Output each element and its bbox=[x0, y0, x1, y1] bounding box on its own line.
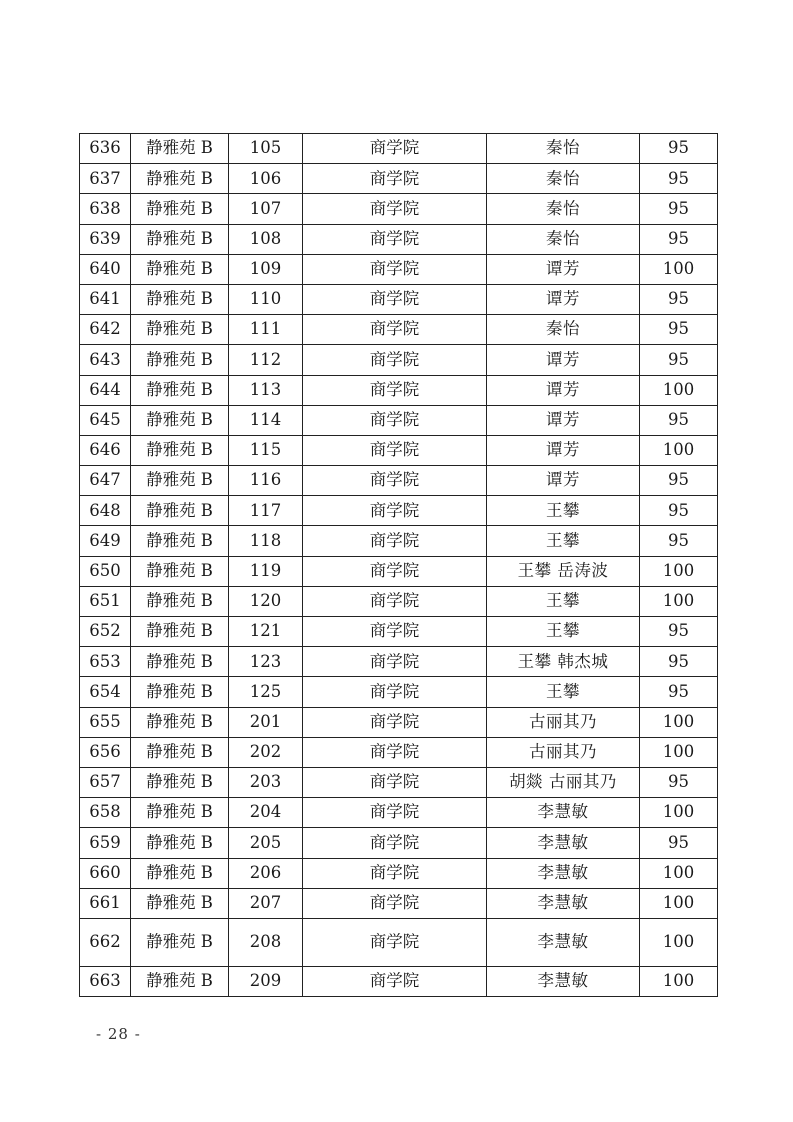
page-number: - 28 - bbox=[96, 1025, 141, 1043]
inspector-cell: 李慧敏 bbox=[487, 888, 640, 918]
room-number-cell: 119 bbox=[229, 556, 303, 586]
room-number-cell: 109 bbox=[229, 254, 303, 284]
room-number-cell: 205 bbox=[229, 828, 303, 858]
college-cell: 商学院 bbox=[303, 737, 487, 767]
score-cell: 95 bbox=[640, 466, 718, 496]
table-row bbox=[80, 888, 718, 918]
score-cell: 100 bbox=[640, 918, 718, 966]
building-cell: 静雅苑 B bbox=[131, 496, 229, 526]
table-row bbox=[80, 966, 718, 996]
room-number-cell: 108 bbox=[229, 224, 303, 254]
college-cell: 商学院 bbox=[303, 526, 487, 556]
table-row bbox=[80, 737, 718, 767]
score-cell: 95 bbox=[640, 828, 718, 858]
score-cell: 95 bbox=[640, 405, 718, 435]
row-number-cell: 661 bbox=[80, 888, 131, 918]
row-number-cell: 645 bbox=[80, 405, 131, 435]
building-cell: 静雅苑 B bbox=[131, 284, 229, 314]
building-cell: 静雅苑 B bbox=[131, 966, 229, 996]
score-cell: 100 bbox=[640, 586, 718, 616]
college-cell: 商学院 bbox=[303, 284, 487, 314]
building-cell: 静雅苑 B bbox=[131, 828, 229, 858]
score-cell: 100 bbox=[640, 888, 718, 918]
room-number-cell: 125 bbox=[229, 677, 303, 707]
row-number-cell: 663 bbox=[80, 966, 131, 996]
table-row bbox=[80, 526, 718, 556]
table-row bbox=[80, 134, 718, 164]
row-number-cell: 639 bbox=[80, 224, 131, 254]
building-cell: 静雅苑 B bbox=[131, 647, 229, 677]
building-cell: 静雅苑 B bbox=[131, 918, 229, 966]
score-cell: 95 bbox=[640, 345, 718, 375]
row-number-cell: 655 bbox=[80, 707, 131, 737]
row-number-cell: 643 bbox=[80, 345, 131, 375]
inspector-cell: 王攀 岳涛波 bbox=[487, 556, 640, 586]
score-cell: 95 bbox=[640, 767, 718, 797]
table-row bbox=[80, 707, 718, 737]
row-number-cell: 648 bbox=[80, 496, 131, 526]
row-number-cell: 658 bbox=[80, 798, 131, 828]
inspector-cell: 李慧敏 bbox=[487, 858, 640, 888]
score-cell: 100 bbox=[640, 556, 718, 586]
building-cell: 静雅苑 B bbox=[131, 254, 229, 284]
score-cell: 95 bbox=[640, 617, 718, 647]
building-cell: 静雅苑 B bbox=[131, 526, 229, 556]
inspector-cell: 王攀 bbox=[487, 496, 640, 526]
room-number-cell: 121 bbox=[229, 617, 303, 647]
inspector-cell: 王攀 韩杰城 bbox=[487, 647, 640, 677]
row-number-cell: 640 bbox=[80, 254, 131, 284]
row-number-cell: 653 bbox=[80, 647, 131, 677]
table-row bbox=[80, 496, 718, 526]
dormitory-score-table-container bbox=[79, 133, 717, 997]
score-cell: 95 bbox=[640, 284, 718, 314]
score-cell: 100 bbox=[640, 435, 718, 465]
row-number-cell: 638 bbox=[80, 194, 131, 224]
row-number-cell: 641 bbox=[80, 284, 131, 314]
table-row bbox=[80, 224, 718, 254]
inspector-cell: 王攀 bbox=[487, 586, 640, 616]
score-cell: 100 bbox=[640, 966, 718, 996]
score-cell: 95 bbox=[640, 647, 718, 677]
college-cell: 商学院 bbox=[303, 647, 487, 677]
score-cell: 95 bbox=[640, 194, 718, 224]
college-cell: 商学院 bbox=[303, 435, 487, 465]
room-number-cell: 107 bbox=[229, 194, 303, 224]
room-number-cell: 114 bbox=[229, 405, 303, 435]
inspector-cell: 古丽其乃 bbox=[487, 707, 640, 737]
table-row bbox=[80, 315, 718, 345]
row-number-cell: 652 bbox=[80, 617, 131, 647]
row-number-cell: 656 bbox=[80, 737, 131, 767]
building-cell: 静雅苑 B bbox=[131, 405, 229, 435]
college-cell: 商学院 bbox=[303, 888, 487, 918]
table-row bbox=[80, 254, 718, 284]
college-cell: 商学院 bbox=[303, 224, 487, 254]
score-cell: 95 bbox=[640, 134, 718, 164]
room-number-cell: 208 bbox=[229, 918, 303, 966]
score-cell: 95 bbox=[640, 224, 718, 254]
score-cell: 100 bbox=[640, 798, 718, 828]
dormitory-score-table bbox=[79, 133, 718, 997]
room-number-cell: 203 bbox=[229, 767, 303, 797]
building-cell: 静雅苑 B bbox=[131, 134, 229, 164]
score-cell: 100 bbox=[640, 707, 718, 737]
inspector-cell: 秦怡 bbox=[487, 315, 640, 345]
table-row bbox=[80, 828, 718, 858]
table-row bbox=[80, 586, 718, 616]
inspector-cell: 李慧敏 bbox=[487, 966, 640, 996]
inspector-cell: 谭芳 bbox=[487, 254, 640, 284]
building-cell: 静雅苑 B bbox=[131, 767, 229, 797]
room-number-cell: 116 bbox=[229, 466, 303, 496]
table-body bbox=[80, 134, 718, 997]
row-number-cell: 642 bbox=[80, 315, 131, 345]
inspector-cell: 秦怡 bbox=[487, 224, 640, 254]
row-number-cell: 636 bbox=[80, 134, 131, 164]
inspector-cell: 谭芳 bbox=[487, 345, 640, 375]
college-cell: 商学院 bbox=[303, 767, 487, 797]
room-number-cell: 105 bbox=[229, 134, 303, 164]
college-cell: 商学院 bbox=[303, 966, 487, 996]
college-cell: 商学院 bbox=[303, 405, 487, 435]
inspector-cell: 王攀 bbox=[487, 617, 640, 647]
row-number-cell: 662 bbox=[80, 918, 131, 966]
score-cell: 95 bbox=[640, 526, 718, 556]
building-cell: 静雅苑 B bbox=[131, 858, 229, 888]
table-row bbox=[80, 677, 718, 707]
table-row bbox=[80, 164, 718, 194]
inspector-cell: 谭芳 bbox=[487, 284, 640, 314]
row-number-cell: 637 bbox=[80, 164, 131, 194]
row-number-cell: 647 bbox=[80, 466, 131, 496]
college-cell: 商学院 bbox=[303, 375, 487, 405]
score-cell: 95 bbox=[640, 677, 718, 707]
college-cell: 商学院 bbox=[303, 164, 487, 194]
room-number-cell: 115 bbox=[229, 435, 303, 465]
building-cell: 静雅苑 B bbox=[131, 375, 229, 405]
table-row bbox=[80, 918, 718, 966]
inspector-cell: 古丽其乃 bbox=[487, 737, 640, 767]
building-cell: 静雅苑 B bbox=[131, 586, 229, 616]
table-row bbox=[80, 284, 718, 314]
college-cell: 商学院 bbox=[303, 707, 487, 737]
college-cell: 商学院 bbox=[303, 918, 487, 966]
score-cell: 95 bbox=[640, 315, 718, 345]
table-row bbox=[80, 345, 718, 375]
inspector-cell: 谭芳 bbox=[487, 405, 640, 435]
room-number-cell: 120 bbox=[229, 586, 303, 616]
row-number-cell: 651 bbox=[80, 586, 131, 616]
building-cell: 静雅苑 B bbox=[131, 707, 229, 737]
score-cell: 100 bbox=[640, 375, 718, 405]
inspector-cell: 秦怡 bbox=[487, 164, 640, 194]
inspector-cell: 谭芳 bbox=[487, 375, 640, 405]
college-cell: 商学院 bbox=[303, 556, 487, 586]
row-number-cell: 654 bbox=[80, 677, 131, 707]
room-number-cell: 106 bbox=[229, 164, 303, 194]
score-cell: 100 bbox=[640, 737, 718, 767]
building-cell: 静雅苑 B bbox=[131, 224, 229, 254]
table-row bbox=[80, 375, 718, 405]
table-row bbox=[80, 798, 718, 828]
college-cell: 商学院 bbox=[303, 798, 487, 828]
inspector-cell: 李慧敏 bbox=[487, 918, 640, 966]
room-number-cell: 110 bbox=[229, 284, 303, 314]
building-cell: 静雅苑 B bbox=[131, 194, 229, 224]
score-cell: 95 bbox=[640, 164, 718, 194]
college-cell: 商学院 bbox=[303, 254, 487, 284]
room-number-cell: 202 bbox=[229, 737, 303, 767]
table-row bbox=[80, 858, 718, 888]
building-cell: 静雅苑 B bbox=[131, 435, 229, 465]
room-number-cell: 112 bbox=[229, 345, 303, 375]
score-cell: 100 bbox=[640, 254, 718, 284]
college-cell: 商学院 bbox=[303, 466, 487, 496]
room-number-cell: 123 bbox=[229, 647, 303, 677]
college-cell: 商学院 bbox=[303, 617, 487, 647]
table-row bbox=[80, 466, 718, 496]
table-row bbox=[80, 556, 718, 586]
building-cell: 静雅苑 B bbox=[131, 617, 229, 647]
inspector-cell: 王攀 bbox=[487, 677, 640, 707]
score-cell: 100 bbox=[640, 858, 718, 888]
row-number-cell: 660 bbox=[80, 858, 131, 888]
table-row bbox=[80, 194, 718, 224]
room-number-cell: 209 bbox=[229, 966, 303, 996]
building-cell: 静雅苑 B bbox=[131, 888, 229, 918]
building-cell: 静雅苑 B bbox=[131, 164, 229, 194]
row-number-cell: 649 bbox=[80, 526, 131, 556]
building-cell: 静雅苑 B bbox=[131, 345, 229, 375]
room-number-cell: 206 bbox=[229, 858, 303, 888]
room-number-cell: 207 bbox=[229, 888, 303, 918]
room-number-cell: 113 bbox=[229, 375, 303, 405]
college-cell: 商学院 bbox=[303, 345, 487, 375]
room-number-cell: 204 bbox=[229, 798, 303, 828]
room-number-cell: 201 bbox=[229, 707, 303, 737]
inspector-cell: 王攀 bbox=[487, 526, 640, 556]
college-cell: 商学院 bbox=[303, 858, 487, 888]
inspector-cell: 胡燚 古丽其乃 bbox=[487, 767, 640, 797]
college-cell: 商学院 bbox=[303, 194, 487, 224]
inspector-cell: 秦怡 bbox=[487, 134, 640, 164]
table-row bbox=[80, 405, 718, 435]
building-cell: 静雅苑 B bbox=[131, 737, 229, 767]
score-cell: 95 bbox=[640, 496, 718, 526]
row-number-cell: 644 bbox=[80, 375, 131, 405]
building-cell: 静雅苑 B bbox=[131, 315, 229, 345]
table-row bbox=[80, 617, 718, 647]
row-number-cell: 659 bbox=[80, 828, 131, 858]
building-cell: 静雅苑 B bbox=[131, 798, 229, 828]
college-cell: 商学院 bbox=[303, 828, 487, 858]
table-row bbox=[80, 647, 718, 677]
building-cell: 静雅苑 B bbox=[131, 466, 229, 496]
college-cell: 商学院 bbox=[303, 134, 487, 164]
room-number-cell: 118 bbox=[229, 526, 303, 556]
college-cell: 商学院 bbox=[303, 586, 487, 616]
college-cell: 商学院 bbox=[303, 315, 487, 345]
inspector-cell: 李慧敏 bbox=[487, 798, 640, 828]
college-cell: 商学院 bbox=[303, 496, 487, 526]
building-cell: 静雅苑 B bbox=[131, 677, 229, 707]
row-number-cell: 646 bbox=[80, 435, 131, 465]
inspector-cell: 谭芳 bbox=[487, 435, 640, 465]
inspector-cell: 李慧敏 bbox=[487, 828, 640, 858]
college-cell: 商学院 bbox=[303, 677, 487, 707]
row-number-cell: 657 bbox=[80, 767, 131, 797]
inspector-cell: 谭芳 bbox=[487, 466, 640, 496]
building-cell: 静雅苑 B bbox=[131, 556, 229, 586]
table-row bbox=[80, 767, 718, 797]
room-number-cell: 117 bbox=[229, 496, 303, 526]
room-number-cell: 111 bbox=[229, 315, 303, 345]
table-row bbox=[80, 435, 718, 465]
row-number-cell: 650 bbox=[80, 556, 131, 586]
inspector-cell: 秦怡 bbox=[487, 194, 640, 224]
